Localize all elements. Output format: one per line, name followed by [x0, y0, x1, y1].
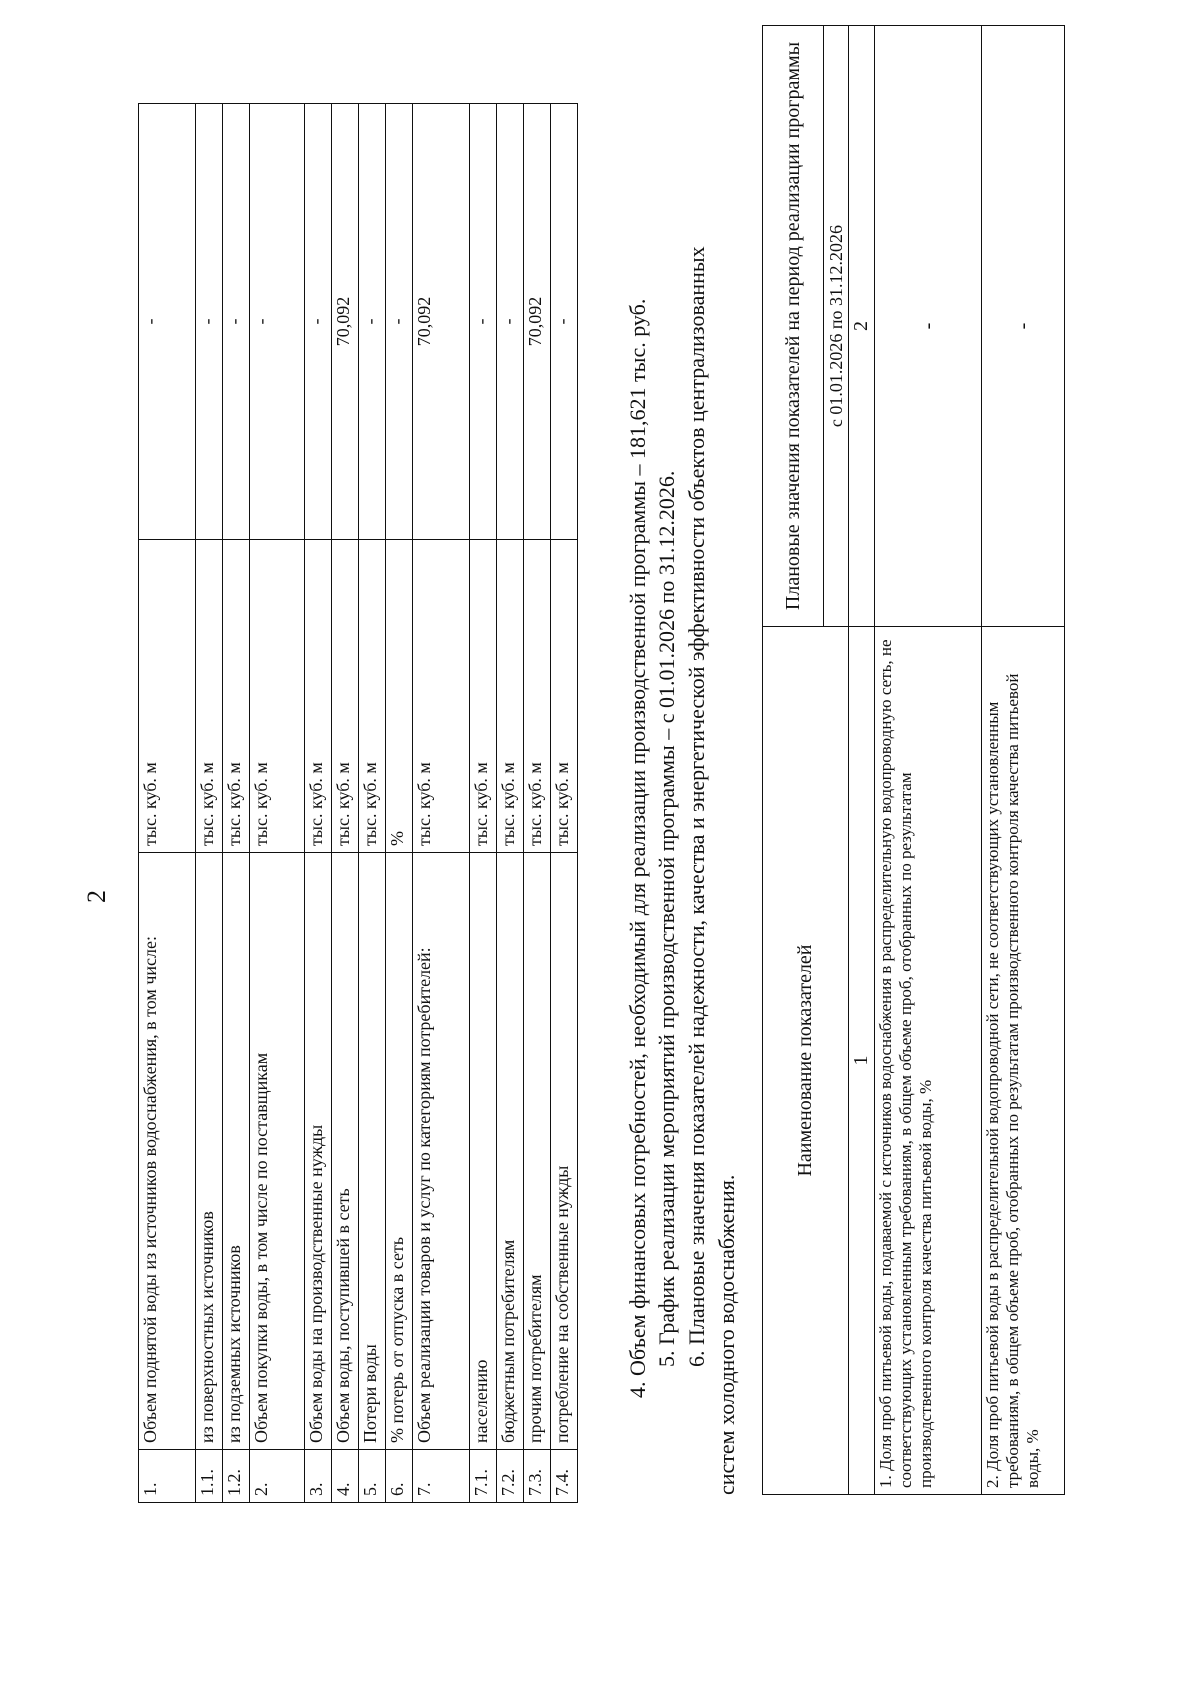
row-number: 7.4. — [551, 1450, 578, 1503]
row-name: прочим потребителям — [524, 853, 551, 1450]
row-unit: тыс. куб. м — [359, 540, 386, 853]
row-value: - — [359, 104, 386, 540]
row-name: потребление на собственные нужды — [551, 853, 578, 1450]
row-number: 7.2. — [497, 1450, 524, 1503]
table-row — [305, 104, 332, 1503]
row-number: 7. — [413, 1450, 470, 1503]
table-header-row — [849, 26, 875, 1495]
table-row — [524, 104, 551, 1503]
row-unit: тыс. куб. м — [551, 540, 578, 853]
table-row — [551, 104, 578, 1503]
table-row — [139, 104, 196, 1503]
paragraph-schedule: 5. График реализации мероприятий производственной программы – с 01.01.2026 по 31.12.2026. — [654, 470, 679, 1367]
row-number: 4. — [332, 1450, 359, 1503]
row-name: Объем покупки воды, в том числе по поставщикам — [250, 853, 305, 1450]
header-plan-values: Плановые значения показателей на период реализации программы — [763, 26, 824, 627]
row-name: Потери воды — [359, 853, 386, 1450]
paragraph-financial-needs: 4. Объем финансовых потребностей, необходимый для реализации производственной программы – 181,621 тыс. руб. — [625, 298, 650, 1398]
row-value: - — [250, 104, 305, 540]
row-value: - — [386, 104, 413, 540]
row-number: 7.1. — [470, 1450, 497, 1503]
row-value: - — [497, 104, 524, 540]
row-value: - — [470, 104, 497, 540]
row-name: Объем поднятой воды из источников водоснабжения, в том числе: — [139, 853, 196, 1450]
paragraph-indicators: 6. Плановые значения показателей надежности, качества и энергетической эффективности объектов централизованных — [684, 246, 709, 1367]
row-number: 3. — [305, 1450, 332, 1503]
row-number: 1. — [139, 1450, 196, 1503]
row-unit: % — [386, 540, 413, 853]
table-header-row — [763, 26, 824, 1495]
row-value: - — [223, 104, 250, 540]
row-value: - — [305, 104, 332, 540]
column-number-1: 1 — [849, 627, 875, 1495]
row-unit: тыс. куб. м — [223, 540, 250, 853]
row-value: 70,092 — [524, 104, 551, 540]
row-value: - — [139, 104, 196, 540]
row-number: 2. — [250, 1450, 305, 1503]
header-indicator-name: Наименование показателей — [763, 627, 849, 1495]
row-name: % потерь от отпуска в сеть — [386, 853, 413, 1450]
row-unit: тыс. куб. м — [332, 540, 359, 853]
row-name: Объем воды, поступившей в сеть — [332, 853, 359, 1450]
table-row — [359, 104, 386, 1503]
column-number-2: 2 — [849, 26, 875, 627]
table-row — [470, 104, 497, 1503]
row-unit: тыс. куб. м — [250, 540, 305, 853]
row-number: 1.1. — [196, 1450, 223, 1503]
table-row — [196, 104, 223, 1503]
row-value: 70,092 — [413, 104, 470, 540]
row-number: 6. — [386, 1450, 413, 1503]
row-unit: тыс. куб. м — [497, 540, 524, 853]
row-number: 7.3. — [524, 1450, 551, 1503]
table-row — [875, 26, 982, 1495]
row-name: населению — [470, 853, 497, 1450]
table-row — [982, 26, 1065, 1495]
indicator-value: - — [875, 26, 982, 627]
row-name: из подземных источников — [223, 853, 250, 1450]
paragraph-indicators-continued: систем холодного водоснабжения. — [714, 1174, 739, 1495]
row-unit: тыс. куб. м — [305, 540, 332, 853]
row-unit: тыс. куб. м — [470, 540, 497, 853]
water-balance-table — [138, 103, 578, 1503]
indicator-name: 2. Доля проб питьевой воды в распределительной водопроводной сети, не соответствующих установленным требованиям, в общем объеме проб, отобранных по результатам производственного контроля качества питьевой воды, % — [982, 627, 1065, 1495]
page-number: 2 — [82, 890, 111, 903]
row-name: Объем воды на производственные нужды — [305, 853, 332, 1450]
row-name: из поверхностных источников — [196, 853, 223, 1450]
row-name: Объем реализации товаров и услуг по категориям потребителей: — [413, 853, 470, 1450]
table-row — [223, 104, 250, 1503]
indicator-value: - — [982, 26, 1065, 627]
table-row — [250, 104, 305, 1503]
table-row — [413, 104, 470, 1503]
row-name: бюджетным потребителям — [497, 853, 524, 1450]
row-number: 1.2. — [223, 1450, 250, 1503]
row-value: - — [196, 104, 223, 540]
table-row — [497, 104, 524, 1503]
table-row — [386, 104, 413, 1503]
row-value: 70,092 — [332, 104, 359, 540]
row-unit: тыс. куб. м — [139, 540, 196, 853]
table-row — [332, 104, 359, 1503]
row-unit: тыс. куб. м — [524, 540, 551, 853]
row-value: - — [551, 104, 578, 540]
indicator-name: 1. Доля проб питьевой воды, подаваемой с источников водоснабжения в распределительную водопроводную сеть, не соответствующих установленным требованиям, в общем объеме проб, отобранных по результатам производственного контроля качества питьевой воды, % — [875, 627, 982, 1495]
row-number: 5. — [359, 1450, 386, 1503]
header-period: с 01.01.2026 по 31.12.2026 — [824, 26, 849, 627]
indicators-table — [762, 25, 1065, 1495]
row-unit: тыс. куб. м — [413, 540, 470, 853]
row-unit: тыс. куб. м — [196, 540, 223, 853]
